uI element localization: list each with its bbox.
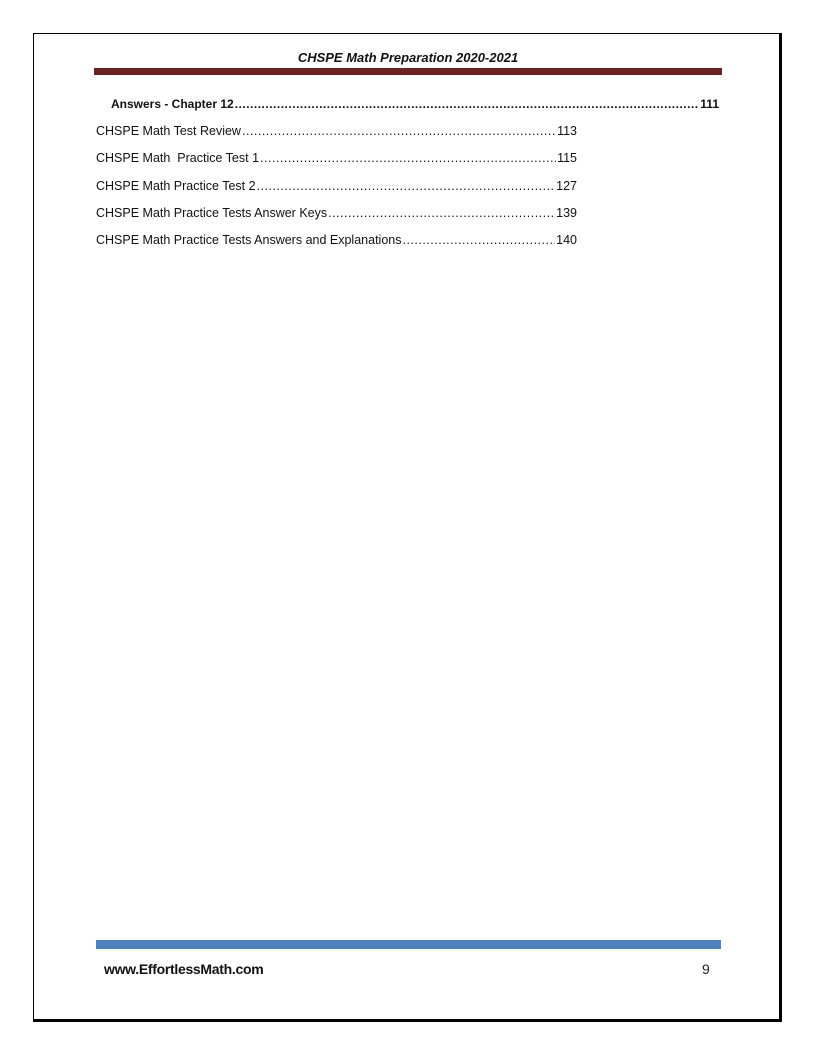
- toc-entry[interactable]: [111, 97, 719, 113]
- toc-entry[interactable]: [96, 233, 577, 249]
- toc-entry-label: Answers - Chapter 12: [111, 97, 234, 111]
- toc-entry[interactable]: [96, 179, 577, 195]
- toc-entry-label: CHSPE Math Practice Tests Answers and Explanations: [96, 233, 402, 247]
- toc-entry-label: CHSPE Math Practice Test 1: [96, 151, 260, 165]
- footer-rule: [96, 940, 721, 949]
- toc-entry[interactable]: [96, 124, 577, 140]
- dot-leader: [242, 124, 556, 138]
- running-header-title: CHSPE Math Preparation 2020-2021: [297, 50, 519, 65]
- page-number: 9: [702, 961, 710, 977]
- toc-entry-label: CHSPE Math Practice Tests Answer Keys: [96, 206, 328, 220]
- dot-leader: [257, 179, 556, 193]
- header-rule: [94, 68, 722, 75]
- dot-leader: [402, 233, 555, 247]
- toc-entry-page: 140: [556, 233, 577, 247]
- dot-leader: [328, 206, 555, 220]
- toc-entry-label: CHSPE Math Practice Test 2: [96, 179, 256, 193]
- dot-leader: [235, 97, 700, 111]
- dot-leader: [260, 151, 556, 165]
- toc-entry-page: 127: [556, 179, 577, 193]
- footer-website: www.EffortlessMath.com: [104, 961, 264, 977]
- toc-entry-label: CHSPE Math Test Review: [96, 124, 241, 138]
- toc-entry-page: 115: [557, 151, 577, 165]
- toc-entry-page: 139: [556, 206, 577, 220]
- toc-entry[interactable]: [96, 151, 577, 167]
- toc-entry-page: 113: [557, 124, 577, 138]
- toc-entry[interactable]: [96, 206, 577, 222]
- toc-entry-page: 111: [700, 97, 719, 111]
